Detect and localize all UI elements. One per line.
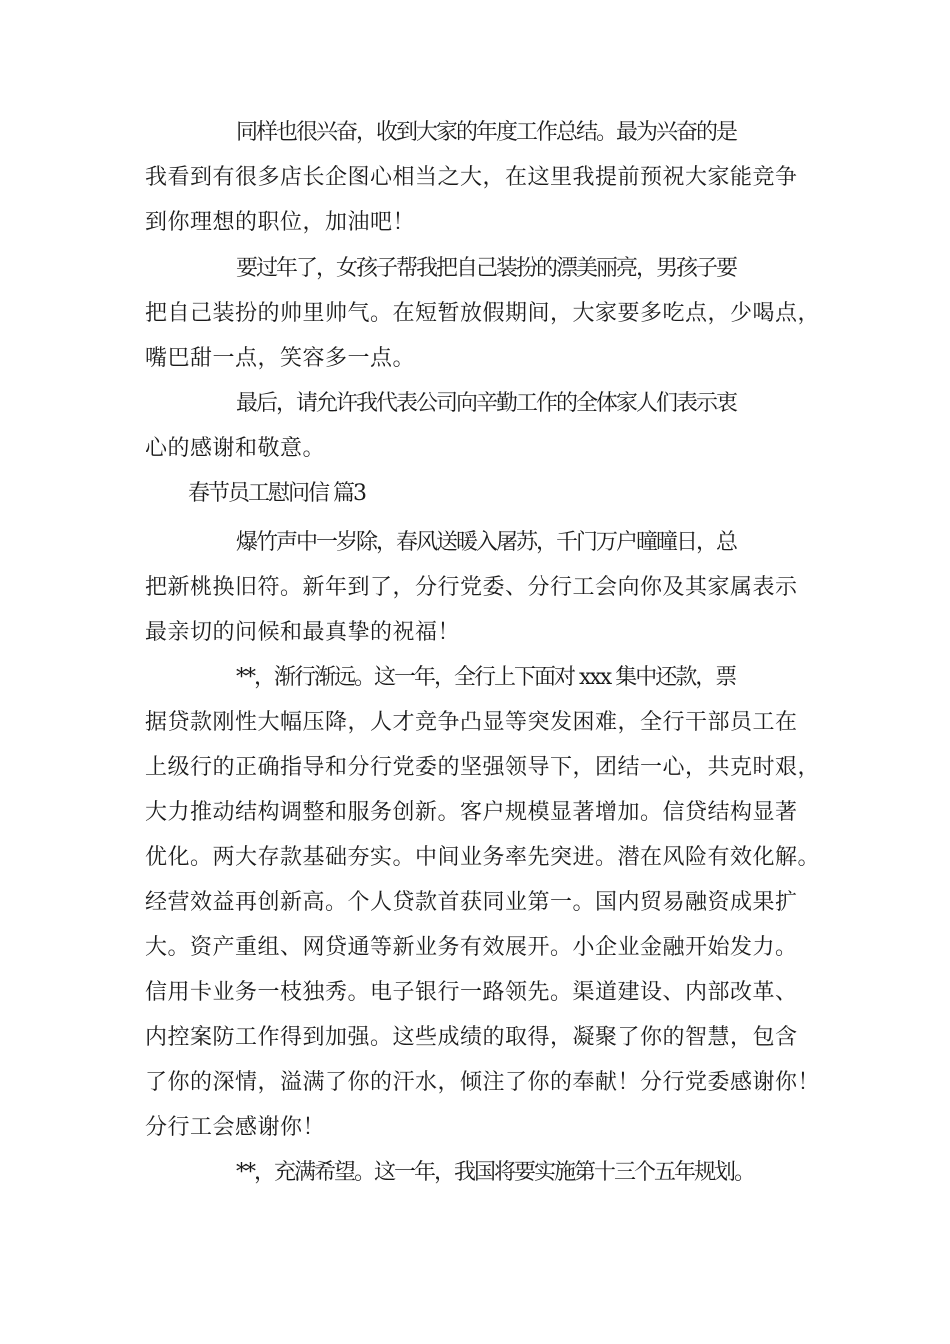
paragraph-4-line-2: 把新桃换旧符。新年到了，分行党委、分行工会向你及其家属表示 (145, 575, 798, 600)
paragraph-1-line-1: 同样也很兴奋，收到大家的年度工作总结。最为兴奋的是 (236, 120, 737, 145)
paragraph-5-line-4: 大力推动结构调整和服务创新。客户规模显著增加。信贷结构显著 (145, 800, 798, 825)
paragraph-5-line-6: 经营效益再创新高。个人贷款首获同业第一。国内贸易融资成果扩 (145, 890, 798, 915)
paragraph-5-line-3: 上级行的正确指导和分行党委的坚强领导下，团结一心，共克时艰， (145, 755, 821, 780)
paragraph-5-line-8: 信用卡业务一枝独秀。电子银行一路领先。渠道建设、内部改革、 (145, 980, 798, 1005)
paragraph-2-line-2: 把自己装扮的帅里帅气。在短暂放假期间，大家要多吃点，少喝点， (145, 301, 821, 326)
paragraph-1-line-2: 我看到有很多店长企图心相当之大，在这里我提前预祝大家能竞争 (145, 165, 798, 190)
paragraph-4-line-1: 爆竹声中一岁除，春风送暖入屠苏，千门万户曈曈日，总 (236, 530, 737, 555)
paragraph-5-line-2: 据贷款刚性大幅压降，人才竞争凸显等突发困难，全行干部员工在 (145, 710, 798, 735)
paragraph-3-line-1: 最后，请允许我代表公司向辛勤工作的全体家人们表示衷 (236, 391, 737, 416)
paragraph-5-line-1: **，渐行渐远。这一年，全行上下面对 xxx 集中还款，票 (236, 665, 736, 690)
paragraph-5-line-9: 内控案防工作得到加强。这些成绩的取得，凝聚了你的智慧，包含 (145, 1025, 798, 1050)
paragraph-5-line-11: 分行工会感谢你！ (145, 1115, 326, 1140)
paragraph-5-line-5: 优化。两大存款基础夯实。中间业务率先突进。潜在风险有效化解。 (145, 845, 821, 870)
section-heading: 春节员工慰问信 篇3 (188, 481, 365, 506)
paragraph-6-line-1: **，充满希望。这一年，我国将要实施第十三个五年规划。 (236, 1160, 755, 1185)
paragraph-1-line-3: 到你理想的职位，加油吧！ (145, 210, 416, 235)
paragraph-5-line-10: 了你的深情，溢满了你的汗水，倾注了你的奉献！分行党委感谢你！ (145, 1070, 821, 1095)
paragraph-3-line-2: 心的感谢和敬意。 (145, 436, 326, 461)
paragraph-2-line-1: 要过年了，女孩子帮我把自己装扮的漂美丽亮，男孩子要 (236, 256, 737, 281)
paragraph-2-line-3: 嘴巴甜一点，笑容多一点。 (145, 346, 416, 371)
paragraph-4-line-3: 最亲切的问候和最真挚的祝福！ (145, 620, 461, 645)
paragraph-5-line-7: 大。资产重组、网贷通等新业务有效展开。小企业金融开始发力。 (145, 935, 798, 960)
